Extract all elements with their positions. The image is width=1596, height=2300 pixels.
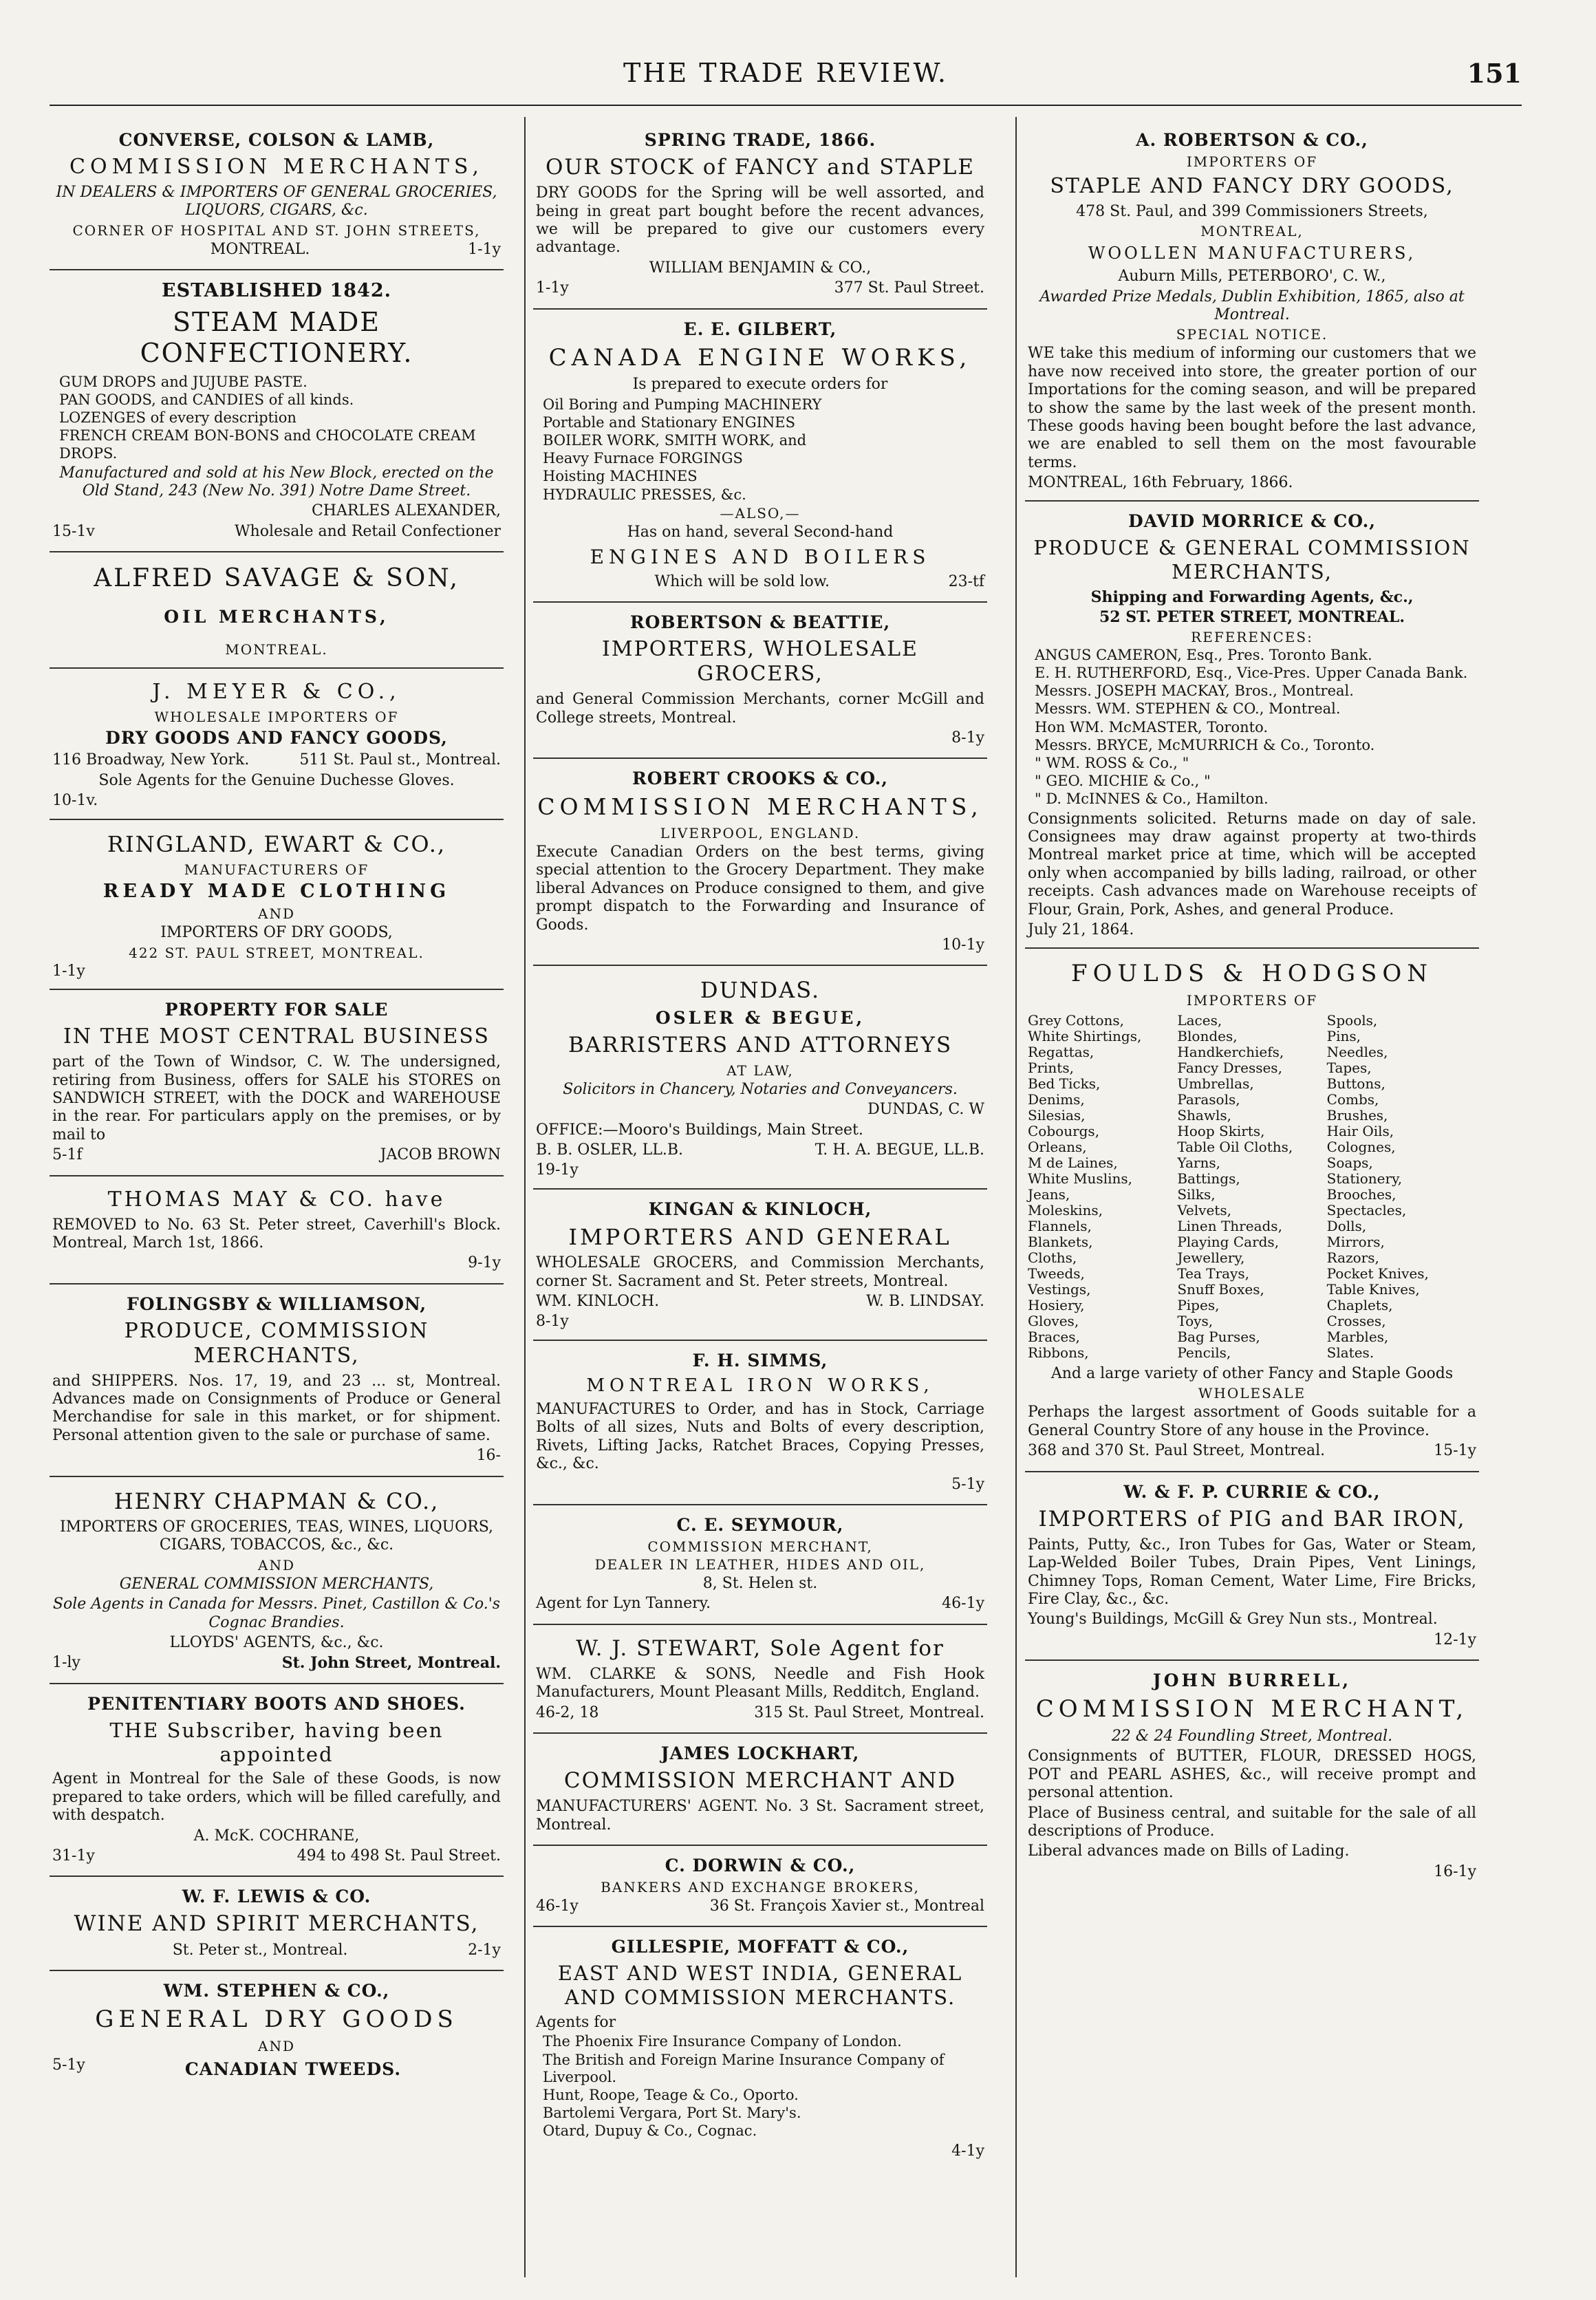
list-item: FRENCH CREAM BON-BONS and CHOCOLATE CREAM DROPS. xyxy=(59,427,476,462)
ad-address: St. John Street, Montreal. xyxy=(281,1654,501,1673)
ad-burrell xyxy=(1025,1661,1479,1891)
ad-office: OFFICE:—Mooro's Buildings, Main Street. xyxy=(536,1121,863,1139)
ad-date: July 21, 1864. xyxy=(1028,921,1134,938)
ad-right: W. B. LINDSAY. xyxy=(866,1293,984,1311)
ad-ref: 15-1y xyxy=(1434,1442,1476,1460)
ad-title: IMPORTERS AND GENERAL xyxy=(568,1223,952,1250)
goods-item: Silesias, xyxy=(1028,1107,1086,1124)
ad-lewis xyxy=(50,1877,504,1971)
ad-title: COMMISSION MERCHANTS, xyxy=(69,155,484,179)
goods-item: Yarns, xyxy=(1177,1154,1220,1172)
ad-robertson xyxy=(1025,120,1479,502)
ad-city: MONTREAL. xyxy=(225,641,328,658)
ad-main: READY MADE CLOTHING xyxy=(103,881,451,902)
goods-item: Slates. xyxy=(1326,1344,1374,1362)
ad-items xyxy=(1035,647,1476,808)
goods-item: Combs, xyxy=(1326,1091,1379,1108)
ad-meyer xyxy=(50,669,504,819)
goods-item: White Shirtings, xyxy=(1028,1028,1142,1045)
ad-address: 315 St. Paul Street, Montreal. xyxy=(754,1703,984,1721)
ad-name: JAMES LOCKHART, xyxy=(660,1743,860,1764)
goods-item: White Muslins, xyxy=(1028,1170,1132,1187)
ad-title: PRODUCE & GENERAL COMMISSION MERCHANTS, xyxy=(1033,536,1471,584)
goods-item: Stationery, xyxy=(1326,1170,1403,1187)
ad-title: STAPLE AND FANCY DRY GOODS, xyxy=(1050,174,1454,198)
ad-name: F. H. SIMMS, xyxy=(692,1350,828,1371)
goods-item: Marbles, xyxy=(1326,1329,1389,1346)
ad-ref: 1-ly xyxy=(52,1654,80,1672)
ad-name: KINGAN & KINLOCH, xyxy=(648,1199,872,1219)
ad-title: ALFRED SAVAGE & SON, xyxy=(94,564,460,593)
ad-body: part of the Town of Windsor, C. W. The undersigned, retiring from Business, offers for SALE his STORES on SANDWICH STREET, with the DOCK and WAREHOUSE in the rear. For particulars apply on the premises, or by mail to xyxy=(52,1053,501,1143)
goods-item: Tweeds, xyxy=(1028,1265,1085,1282)
ad-ref: 8-1y xyxy=(536,1313,569,1331)
ad-sub: MANUFACTURERS OF xyxy=(184,861,369,878)
goods-item: Flannels, xyxy=(1028,1218,1092,1235)
ad-title: GENERAL DRY GOODS xyxy=(95,2005,458,2033)
goods-item: Silks, xyxy=(1177,1186,1216,1203)
ad-title: STEAM MADE CONFECTIONERY. xyxy=(140,306,413,369)
ad-title: W. J. STEWART, Sole Agent for xyxy=(576,1635,945,1661)
ad-name: C. E. SEYMOUR, xyxy=(676,1514,844,1535)
list-item: Messrs. WM. STEPHEN & CO., Montreal. xyxy=(1035,700,1341,718)
ad-title: CANADA ENGINE WORKS, xyxy=(548,343,972,372)
list-item: LOZENGES of every description xyxy=(59,409,296,427)
ad-title: IN THE MOST CENTRAL BUSINESS xyxy=(63,1024,490,1049)
ad-sub: CANADIAN TWEEDS. xyxy=(184,2059,402,2079)
ad-refs: REFERENCES: xyxy=(1191,628,1313,645)
ad-body: and SHIPPERS. Nos. 17, 19, and 23 ... st, Montreal. Advances made on Consignments of Produce or General Merchandise for sale in this market, or for shipment. Personal attention given to the sale or purchase of same. xyxy=(52,1372,501,1444)
ad-folingsby xyxy=(50,1285,504,1477)
ad-sub: OIL MERCHANTS, xyxy=(164,607,389,627)
ad-importers: IMPORTERS OF DRY GOODS, xyxy=(160,924,393,942)
column-rule-2 xyxy=(1015,117,1017,2277)
ad-address: 478 St. Paul, and 399 Commissioners Streets, xyxy=(1076,203,1428,220)
ad-ref: 1-1y xyxy=(468,240,501,258)
ad-body: WE take this medium of informing our customers that we have now received into store, the greater portion of our Importations for the coming season, and will be prepared to show the same by the last week of the present month. These goods having been bought before the last advance, we are enabled to sell them on the most favourable terms. xyxy=(1028,345,1476,471)
ad-title: BARRISTERS AND ATTORNEYS xyxy=(568,1032,953,1057)
ad-items xyxy=(543,396,984,504)
ad-address: 22 & 24 Foundling Street, Montreal. xyxy=(1111,1727,1393,1745)
goods-item: Dolls, xyxy=(1326,1218,1367,1235)
ad-ref: 31-1y xyxy=(52,1847,95,1864)
ad-body: Paints, Putty, &c., Iron Tubes for Gas, Water or Steam, Lap-Welded Boiler Tubes, Drain Pipes, Vent Linings, Chimney Tops, Roman Cement, Water Lime, Fire Bricks, Fire Clay, &c., &c. xyxy=(1028,1536,1476,1608)
ad-title: IMPORTERS, WHOLESALE GROCERS, xyxy=(602,637,918,687)
ad-ref: 46-1y xyxy=(536,1898,579,1915)
ad-title: IMPORTERS of PIG and BAR IRON, xyxy=(1038,1506,1466,1531)
ad-title: MONTREAL IRON WORKS, xyxy=(586,1375,934,1396)
list-item: Oil Boring and Pumping MACHINERY xyxy=(543,396,822,413)
goods-item: Fancy Dresses, xyxy=(1177,1060,1282,1077)
ad-title: RINGLAND, EWART & CO., xyxy=(107,830,446,857)
ad-confectionery xyxy=(50,270,504,552)
ad-name: WM. STEPHEN & CO., xyxy=(163,1980,390,2001)
goods-item: Table Knives, xyxy=(1326,1281,1420,1298)
ad-sold: Which will be sold low. xyxy=(654,572,830,590)
goods-item: Laces, xyxy=(1177,1012,1222,1029)
ad-sub: DEALER IN LEATHER, HIDES AND OIL, xyxy=(594,1556,926,1573)
goods-item: Blankets, xyxy=(1028,1234,1093,1251)
ad-address: 368 and 370 St. Paul Street, Montreal. xyxy=(1028,1442,1326,1460)
ad-ref: 1-1y xyxy=(536,279,569,297)
ad-woollen: WOOLLEN MANUFACTURERS, xyxy=(1088,244,1416,264)
list-item: Hoisting MACHINES xyxy=(543,468,698,485)
goods-item: Hosiery, xyxy=(1028,1297,1085,1314)
ad-title: J. MEYER & CO., xyxy=(152,680,401,705)
ad-city: MONTREAL, xyxy=(1200,223,1304,240)
goods-item: Spools, xyxy=(1326,1012,1378,1029)
ad-note: Sole Agents for the Genuine Duchesse Gloves. xyxy=(98,771,455,789)
ad-simms xyxy=(533,1341,987,1505)
goods-item: Mirrors, xyxy=(1326,1234,1385,1251)
ad-ref: 5-1f xyxy=(52,1146,83,1164)
ad-ref: 19-1y xyxy=(536,1161,579,1179)
column-1 xyxy=(50,120,504,2267)
list-item: ANGUS CAMERON, Esq., Pres. Toronto Bank. xyxy=(1035,646,1372,663)
ad-mills: Auburn Mills, PETERBORO', C. W., xyxy=(1118,268,1386,286)
ad-kingan xyxy=(533,1190,987,1341)
journal-title: THE TRADE REVIEW. xyxy=(623,58,949,88)
ad-head: PROPERTY FOR SALE xyxy=(164,1000,389,1020)
ad-variety: And a large variety of other Fancy and Staple Goods xyxy=(1050,1365,1454,1383)
goods-item: Snuff Boxes, xyxy=(1177,1281,1264,1298)
goods-item: Jewellery, xyxy=(1177,1249,1245,1267)
ad-title: OUR STOCK of FANCY and STAPLE xyxy=(546,155,975,180)
goods-item: Cobourgs, xyxy=(1028,1123,1100,1140)
list-item: Messrs. BRYCE, McMURRICH & Co., Toronto. xyxy=(1035,736,1375,753)
ad-right: 511 St. Paul st., Montreal. xyxy=(299,751,501,769)
ad-ref: 12-1y xyxy=(1434,1631,1476,1648)
ad-head: DUNDAS. xyxy=(700,977,821,1004)
ad-penitentiary xyxy=(50,1684,504,1878)
ad-ref: 4-1y xyxy=(951,2142,984,2160)
ad-place: Place of Business central, and suitable for the sale of all descriptions of Produce. xyxy=(1028,1804,1476,1840)
ad-date: MONTREAL, 16th February, 1866. xyxy=(1028,474,1293,492)
goods-item: Needles, xyxy=(1326,1044,1388,1061)
ad-ref: 1-1y xyxy=(52,962,85,980)
ad-foulds xyxy=(1025,949,1479,1472)
goods-item: Denims, xyxy=(1028,1091,1085,1108)
ad-address: 8, St. Helen st. xyxy=(702,1574,818,1592)
goods-item: Parasols, xyxy=(1177,1091,1240,1108)
ad-right: T. H. A. BEGUE, LL.B. xyxy=(815,1141,984,1159)
goods-item: Pins, xyxy=(1326,1028,1361,1045)
ad-ref: 15-1v xyxy=(52,522,95,540)
goods-item: Buttons, xyxy=(1326,1075,1385,1093)
list-item: The Phoenix Fire Insurance Company of London. xyxy=(543,2033,902,2050)
ad-body: DRY GOODS for the Spring will be well assorted, and being in great part bought before the recent advances, we will be prepared to give our customers every advantage. xyxy=(536,184,984,257)
list-item: BOILER WORK, SMITH WORK, and xyxy=(543,432,807,449)
ad-ref: 5-1y xyxy=(52,2056,85,2074)
ad-address: Young's Buildings, McGill & Grey Nun sts., Montreal. xyxy=(1028,1611,1438,1629)
ad-name: A. ROBERTSON & CO., xyxy=(1136,130,1368,150)
ad-title: BANKERS AND EXCHANGE BROKERS, xyxy=(601,1879,920,1896)
ad-title: COMMISSION MERCHANT, xyxy=(1035,1695,1469,1723)
ad-name: OSLER & BEGUE, xyxy=(655,1007,865,1028)
goods-item: Moleskins, xyxy=(1028,1202,1103,1219)
goods-item: M de Laines, xyxy=(1028,1154,1118,1172)
goods-item: Battings, xyxy=(1177,1170,1240,1187)
goods-item: Braces, xyxy=(1028,1329,1080,1346)
ad-body: Consignments of BUTTER, FLOUR, DRESSED HOGS, POT and PEARL ASHES, &c., will receive prompt and personal attention. xyxy=(1028,1748,1476,1802)
ad-stewart xyxy=(533,1625,987,1734)
ad-ref: 46-1y xyxy=(942,1595,984,1613)
ad-converse xyxy=(50,120,504,270)
ad-agent: Agent for Lyn Tannery. xyxy=(536,1595,711,1613)
ad-gilbert xyxy=(533,310,987,603)
ad-name: JOHN BURRELL, xyxy=(1152,1670,1352,1691)
ad-chapman xyxy=(50,1477,504,1684)
ad-wholesale: WHOLESALE xyxy=(1198,1385,1306,1402)
goods-item: Shawls, xyxy=(1177,1107,1231,1124)
ad-address: 494 to 498 St. Paul Street. xyxy=(296,1847,501,1864)
ad-goods: DRY GOODS AND FANCY GOODS, xyxy=(105,728,448,749)
goods-item: Colognes, xyxy=(1326,1139,1396,1156)
ad-person: CHARLES ALEXANDER, xyxy=(311,502,501,520)
ad-crooks xyxy=(533,759,987,966)
list-item: Portable and Stationary ENGINES xyxy=(543,413,795,431)
ad-ref: 16-1y xyxy=(1434,1862,1476,1880)
ad-name: ROBERT CROOKS & CO., xyxy=(632,769,888,789)
ad-body: Perhaps the largest assortment of Goods suitable for a General Country Store of any house in the Province. xyxy=(1028,1404,1476,1439)
ad-hand: Has on hand, several Second-hand xyxy=(627,523,894,541)
ad-address: 36 St. François Xavier st., Montreal xyxy=(709,1898,984,1915)
goods-item: Bed Ticks, xyxy=(1028,1075,1101,1093)
goods-item: Tapes, xyxy=(1326,1060,1372,1077)
ad-liberal: Liberal advances made on Bills of Lading. xyxy=(1028,1842,1350,1860)
ad-savage xyxy=(50,552,504,669)
goods-item: Vestings, xyxy=(1028,1281,1091,1298)
ad-sub: IMPORTERS OF xyxy=(1186,992,1318,1009)
ad-sub: IMPORTERS OF xyxy=(1186,153,1318,170)
ad-name: CONVERSE, COLSON & LAMB, xyxy=(118,130,435,150)
list-item: Hunt, Roope, Teage & Co., Oporto. xyxy=(543,2087,799,2103)
ad-and: AND xyxy=(258,905,295,923)
ad-body: Agent in Montreal for the Sale of these Goods, is now prepared to take orders, which will be filled carefully, and with despatch. xyxy=(52,1770,501,1825)
list-item: " GEO. MICHIE & Co., " xyxy=(1035,773,1211,790)
ad-name: FOLINGSBY & WILLIAMSON, xyxy=(126,1293,427,1314)
ad-left: 116 Broadway, New York. xyxy=(52,751,250,769)
ad-ref: 8-1y xyxy=(951,729,984,746)
goods-item: Pocket Knives, xyxy=(1326,1265,1429,1282)
ad-ringland xyxy=(50,820,504,991)
column-3 xyxy=(1025,120,1479,2267)
ad-gillespie xyxy=(533,1927,987,2171)
list-item: PAN GOODS, and CANDIES of all kinds. xyxy=(59,391,354,408)
goods-item: Hoop Skirts, xyxy=(1177,1123,1265,1140)
ad-address: 377 St. Paul Street. xyxy=(834,279,984,297)
ad-law: AT LAW, xyxy=(726,1062,794,1079)
ad-title: COMMISSION MERCHANT, xyxy=(647,1538,873,1555)
ad-address: 422 ST. PAUL STREET, MONTREAL. xyxy=(129,944,424,961)
goods-item: Chaplets, xyxy=(1326,1297,1393,1314)
ad-address: 52 ST. PETER STREET, MONTREAL. xyxy=(1099,608,1405,627)
goods-item: Brushes, xyxy=(1326,1107,1388,1124)
goods-item: Blondes, xyxy=(1177,1028,1238,1045)
ad-ref: 10-1y xyxy=(942,936,984,954)
ad-person: A. McK. COCHRANE, xyxy=(193,1827,360,1845)
goods-item: Umbrellas, xyxy=(1177,1075,1254,1093)
ad-address: St. Peter st., Montreal. xyxy=(172,1941,348,1959)
goods-item: Pipes, xyxy=(1177,1297,1220,1314)
ad-items xyxy=(543,2033,984,2140)
ad-title: FOULDS & HODGSON xyxy=(1071,960,1433,988)
goods-item: Cloths, xyxy=(1028,1249,1077,1267)
page-number: 151 xyxy=(1467,58,1522,89)
ad-person: JACOB BROWN xyxy=(380,1146,501,1164)
list-item: " WM. ROSS & Co., " xyxy=(1035,754,1189,771)
list-item: Heavy Furnace FORGINGS xyxy=(543,450,743,467)
ad-city: LIVERPOOL, ENGLAND. xyxy=(660,824,861,841)
ad-ref: 16- xyxy=(476,1447,501,1465)
ad-body: Consignments solicited. Returns made on day of sale. Consignees may draw against property at two-thirds Montreal market price at time, which will be accepted only when accompanied by bills lading, railroad, or other receipts. Cash advances made on Warehouse receipts of Flour, Grain, Pork, Ashes, and general Produce. xyxy=(1028,810,1476,918)
goods-item: Gloves, xyxy=(1028,1313,1079,1330)
goods-item: Velvets, xyxy=(1177,1202,1231,1219)
goods-item: Toys, xyxy=(1177,1313,1214,1330)
ad-address: CORNER OF HOSPITAL AND ST. JOHN STREETS, xyxy=(72,222,481,239)
ad-name: C. DORWIN & CO., xyxy=(665,1856,856,1876)
goods-item: Prints, xyxy=(1028,1060,1074,1077)
ad-may xyxy=(50,1176,504,1285)
ad-name: GILLESPIE, MOFFATT & CO., xyxy=(611,1937,909,1957)
goods-item: Playing Cards, xyxy=(1177,1234,1280,1251)
ad-body: MANUFACTURES to Order, and has in Stock, Carriage Bolts of all sizes, Nuts and Bolts of every description, Rivets, Lifting Jacks, Ratchet Braces, Copying Presses, &c., &c. xyxy=(536,1401,984,1473)
ad-dundas xyxy=(533,966,987,1190)
list-item: Bartolemi Vergara, Port St. Mary's. xyxy=(543,2105,801,2122)
ad-ref: 10-1v. xyxy=(52,792,98,810)
ad-title: THOMAS MAY & CO. have xyxy=(107,1187,446,1212)
goods-item: Soaps, xyxy=(1326,1154,1373,1172)
ad-body: MANUFACTURERS' AGENT. No. 3 St. Sacrament street, Montreal. xyxy=(536,1798,984,1834)
ad-agents: Agents for xyxy=(536,2014,616,2032)
ad-stephen xyxy=(50,1971,504,2093)
ad-note: Manufactured and sold at his New Block, erected on the Old Stand, 243 (New No. 391) Notre Dame Street. xyxy=(59,464,494,500)
ad-sub: Shipping and Forwarding Agents, &c., xyxy=(1090,588,1414,607)
ad-title: WINE AND SPIRIT MERCHANTS, xyxy=(74,1911,479,1937)
ad-head: SPRING TRADE, 1866. xyxy=(644,130,876,150)
goods-item: Jeans, xyxy=(1028,1186,1070,1203)
ad-desc: Wholesale and Retail Confectioner xyxy=(234,522,501,540)
goods-item: Handkerchiefs, xyxy=(1177,1044,1284,1061)
ad-body: WM. CLARKE & SONS, Needle and Fish Hook Manufacturers, Mount Pleasant Mills, Redditch, England. xyxy=(536,1665,984,1701)
ad-body: WHOLESALE GROCERS, and Commission Merchants, corner St. Sacrament and St. Peter streets, Montreal. xyxy=(536,1254,984,1290)
ad-items xyxy=(59,374,501,462)
page-header xyxy=(50,58,1522,106)
goods-item: Razors, xyxy=(1326,1249,1379,1267)
ad-awarded: Awarded Prize Medals, Dublin Exhibition, 1865, also at Montreal. xyxy=(1039,288,1465,323)
ad-lockhart xyxy=(533,1734,987,1846)
goods-item: Spectacles, xyxy=(1326,1202,1407,1219)
goods-item: Orleans, xyxy=(1028,1139,1087,1156)
goods-item: Pencils, xyxy=(1177,1344,1231,1362)
ad-agents: Sole Agents in Canada for Messrs. Pinet, Castillon & Co.'s Cognac Brandies. xyxy=(52,1595,501,1631)
list-item: GUM DROPS and JUJUBE PASTE. xyxy=(59,373,308,390)
ad-currie xyxy=(1025,1472,1479,1662)
ad-also: —ALSO,— xyxy=(720,504,801,522)
ad-city: MONTREAL. xyxy=(210,240,310,258)
ad-sub: IN DEALERS & IMPORTERS OF GENERAL GROCERIES, LIQUORS, CIGARS, &c. xyxy=(56,184,497,219)
ad-ref: 23-tf xyxy=(948,572,984,590)
goods-item: Table Oil Cloths, xyxy=(1177,1139,1293,1156)
ad-seymour xyxy=(533,1505,987,1625)
column-rule-1 xyxy=(524,117,526,2277)
list-item: E. H. RUTHERFORD, Esq., Vice-Pres. Upper Canada Bank. xyxy=(1035,665,1468,682)
ad-property xyxy=(50,990,504,1176)
column-2 xyxy=(533,120,987,2267)
ad-and: AND xyxy=(258,2037,295,2054)
ad-body: Execute Canadian Orders on the best terms, giving special attention to the Grocery Department. They make liberal Advances on Produce consigned to them, and give prompt dispatch to the Forwarding and Insurance of Goods. xyxy=(536,843,984,934)
ad-title: COMMISSION MERCHANT AND xyxy=(563,1768,957,1794)
ad-title: PRODUCE, COMMISSION MERCHANTS, xyxy=(124,1318,429,1368)
goods-item: Ribbons, xyxy=(1028,1344,1089,1362)
ad-dorwin xyxy=(533,1846,987,1927)
goods-item: Grey Cottons, xyxy=(1028,1012,1124,1029)
ad-left: WM. KINLOCH. xyxy=(536,1293,660,1311)
ad-body: REMOVED to No. 63 St. Peter street, Caverhill's Block. Montreal, March 1st, 1866. xyxy=(52,1216,501,1251)
list-item: HYDRAULIC PRESSES, &c. xyxy=(543,486,746,503)
goods-item: Tea Trays, xyxy=(1177,1265,1249,1282)
goods-list xyxy=(1028,1013,1476,1361)
ad-ref: 9-1y xyxy=(468,1254,501,1272)
ad-title: COMMISSION MERCHANTS, xyxy=(537,793,983,821)
list-item: The British and Foreign Marine Insurance Company of Liverpool. xyxy=(543,2051,945,2085)
ad-ref: 46-2, 18 xyxy=(536,1703,599,1721)
ad-body: and General Commission Merchants, corner McGill and College streets, Montreal. xyxy=(536,691,984,727)
ad-sub: Solicitors in Chancery, Notaries and Conveyancers. xyxy=(563,1080,958,1098)
ad-ref: 5-1y xyxy=(951,1475,984,1493)
ad-city: DUNDAS, C. W xyxy=(867,1101,984,1119)
ad-morrice xyxy=(1025,502,1479,949)
list-item: Hon WM. McMASTER, Toronto. xyxy=(1035,718,1269,735)
ad-head: PENITENTIARY BOOTS AND SHOES. xyxy=(87,1693,466,1714)
ad-title: THE Subscriber, having been appointed xyxy=(109,1718,444,1766)
header-rule xyxy=(50,105,1522,106)
list-item: Messrs. JOSEPH MACKAY, Bros., Montreal. xyxy=(1035,683,1354,700)
goods-item: Linen Threads, xyxy=(1177,1218,1282,1235)
ad-name: DAVID MORRICE & CO., xyxy=(1128,511,1376,532)
list-item: Otard, Dupuy & Co., Cognac. xyxy=(543,2122,757,2140)
goods-item: Hair Oils, xyxy=(1326,1123,1394,1140)
ad-spring-trade xyxy=(533,120,987,310)
ad-name: W. F. LEWIS & CO. xyxy=(182,1887,371,1907)
ad-name: ROBERTSON & BEATTIE, xyxy=(629,612,891,633)
goods-item: Regattas, xyxy=(1028,1044,1094,1061)
ad-person: WILLIAM BENJAMIN & CO., xyxy=(649,259,872,277)
goods-item: Crosses, xyxy=(1326,1313,1386,1330)
ad-special: SPECIAL NOTICE. xyxy=(1176,326,1328,343)
ad-engines: ENGINES AND BOILERS xyxy=(590,546,931,569)
ad-and: AND xyxy=(258,1556,295,1573)
ad-title: EAST AND WEST INDIA, GENERAL AND COMMISSION MERCHANTS. xyxy=(557,1962,963,2010)
list-item: " D. McINNES & Co., Hamilton. xyxy=(1035,791,1269,808)
ad-robertson-beattie xyxy=(533,603,987,759)
goods-item: Bag Purses, xyxy=(1177,1329,1260,1346)
ad-name: E. E. GILBERT, xyxy=(683,319,837,339)
ad-sub: IMPORTERS OF GROCERIES, TEAS, WINES, LIQUORS, CIGARS, TOBACCOS, &c., &c. xyxy=(59,1518,494,1554)
ad-name: W. & F. P. CURRIE & CO., xyxy=(1123,1481,1381,1502)
ad-title: HENRY CHAPMAN & CO., xyxy=(114,1487,440,1514)
goods-item: Brooches, xyxy=(1326,1186,1396,1203)
ad-lloyds: LLOYDS' AGENTS, &c., &c. xyxy=(169,1633,384,1651)
ad-sub: WHOLESALE IMPORTERS OF xyxy=(154,709,399,726)
ad-ref: 2-1y xyxy=(468,1941,501,1959)
ad-left: B. B. OSLER, LL.B. xyxy=(536,1141,684,1159)
ad-sub: Is prepared to execute orders for xyxy=(632,376,888,394)
ad-established: ESTABLISHED 1842. xyxy=(161,280,392,302)
ad-general: GENERAL COMMISSION MERCHANTS, xyxy=(119,1575,434,1593)
